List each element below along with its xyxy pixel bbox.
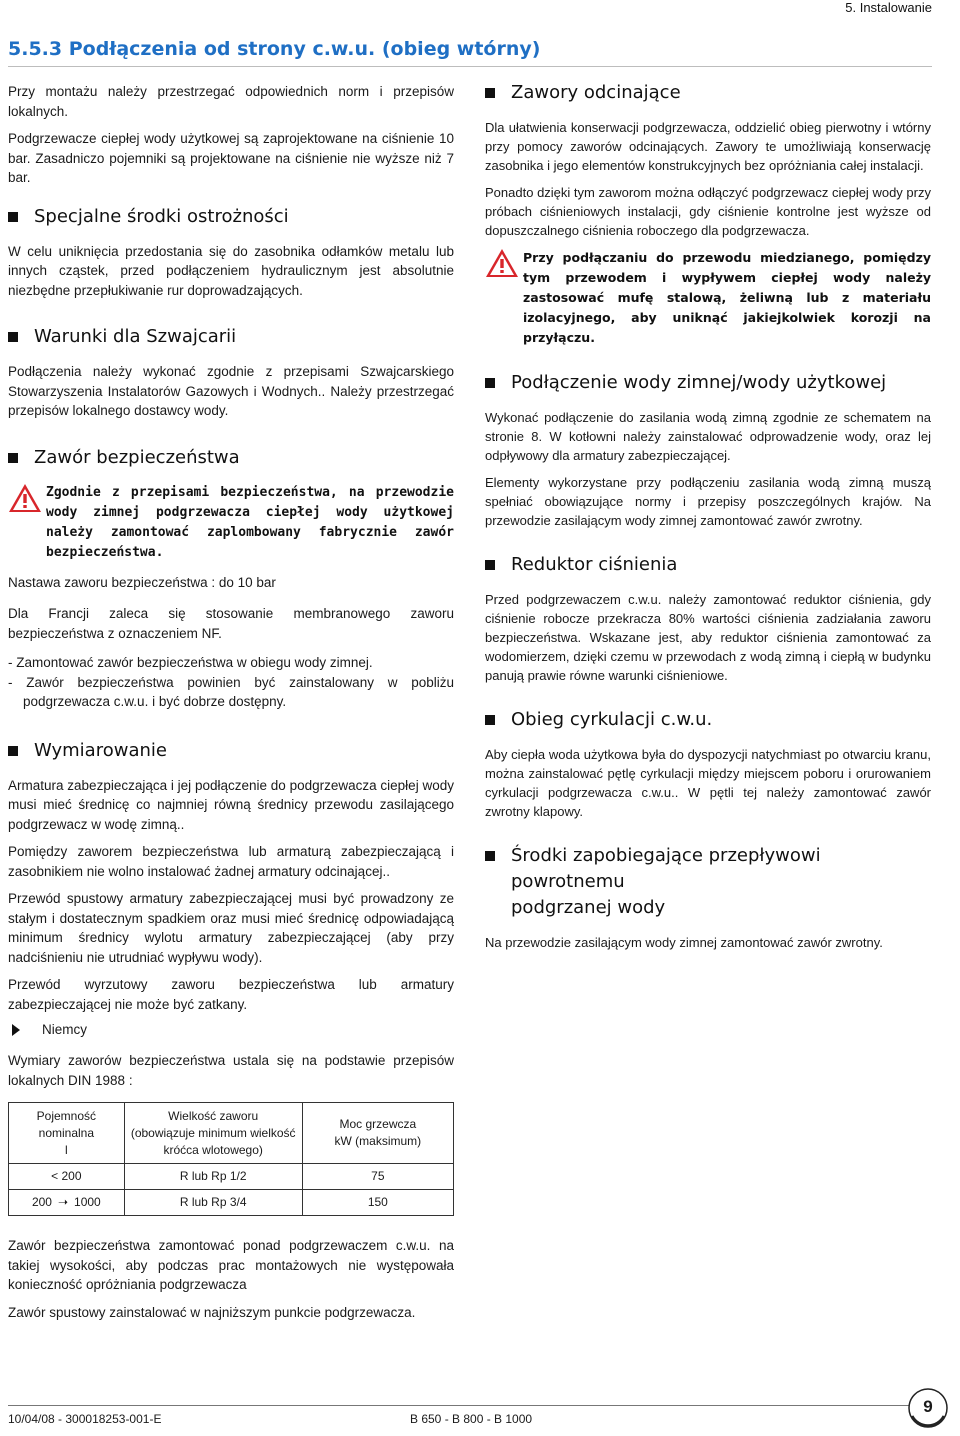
heading-special <box>8 204 454 230</box>
square-bullet-icon <box>485 378 495 388</box>
table-header-row <box>9 1103 454 1164</box>
header-line: nominalna <box>38 1125 95 1140</box>
table-header-power <box>302 1103 453 1164</box>
right-column <box>485 80 931 960</box>
table-row <box>9 1190 454 1216</box>
cell-valve: R lub Rp 3/4 <box>124 1190 302 1216</box>
square-bullet-icon <box>8 212 18 222</box>
square-bullet-icon <box>485 851 495 861</box>
header-line: Wielkość zaworu <box>168 1108 259 1123</box>
square-bullet-icon <box>8 453 18 463</box>
header-line: Pojemność <box>36 1108 97 1123</box>
header-line: Moc grzewcza <box>339 1117 417 1131</box>
triangle-bullet-icon <box>12 1024 20 1036</box>
square-bullet-icon <box>8 332 18 342</box>
cold-p1: Wykonać podłączenie do zasilania wodą zimną zgodnie ze schematem na stronie 8. W kotłowni należy zainstalować odprowadzenie wody, oraz lej odpływowy dla armatury zabezpieczającej. <box>485 410 931 463</box>
heading-reducer <box>485 552 931 578</box>
heading-backflow-line2: podgrzanej wody <box>511 897 666 918</box>
square-bullet-icon <box>8 746 18 756</box>
heading-sizing-text: Wymiarowanie <box>34 739 167 761</box>
copper-warning-text: Przy podłączaniu do przewodu miedzianego, pomiędzy tym przewodem i wypływem ciepłej wody należy zastosować mufę stalową, żeliwną lub z materiału izolacyjnego, aby uniknąć jakiejkolwiek korozji na przyłączu. <box>523 250 931 345</box>
heading-valve <box>8 445 454 471</box>
chapter-header: 5. Instalowanie <box>845 0 932 15</box>
cell-capacity <box>9 1190 125 1216</box>
heading-circulation-text: Obieg cyrkulacji c.w.u. <box>511 709 713 730</box>
heading-circulation <box>485 707 931 733</box>
table-row <box>9 1164 454 1190</box>
reducer-p1: Przed podgrzewaczem c.w.u. należy zamontować reduktor ciśnienia, gdy ciśnienie robocze przekracza 80% wartości ciśnienia zadziałania zaworu bezpieczeństwa. Wskazane jest, aby reduktor ciśnienia zamontować za wodomierzem, dzięki czemu w przewodach z wodą zimną i ciepłą w budynku panują prawie równe warunki ciśnieniowe. <box>485 592 931 683</box>
square-bullet-icon <box>485 715 495 725</box>
valve-dash-1: - Zamontować zawór bezpieczeństwa w obiegu wody zimnej. <box>8 655 373 670</box>
valve-france: Dla Francji zaleca się stosowanie membranowego zaworu bezpieczeństwa z oznaczeniem NF. <box>8 606 454 641</box>
intro-paragraph-2: Podgrzewacze ciepłej wody użytkowej są zaprojektowane na ciśnienie 10 bar. Zasadniczo pojemniki są projektowane na ciśnienie nie wyższe niż 7 bar. <box>8 131 454 185</box>
sizing-p3: Przewód spustowy armatury zabezpieczającej musi być prowadzony ze stałym i dostatecznym spadkiem oraz musi mieć średnicę odpowiadającą minimum średnicy wylotu armatury zabezpieczającej (aby przy nadciśnieniu nie utrudniać wypływu wody). <box>8 891 454 965</box>
special-text: W celu uniknięcia przedostania się do zasobnika odłamków metalu lub innych cząstek, przed podłączeniem hydraulicznym jest absolutnie niezbędne przepłukiwanie rur doprowadzających. <box>8 243 454 298</box>
heading-cold <box>485 370 931 396</box>
shutoff-p2: Ponadto dzięki tym zaworom można odłączyć podgrzewacz ciepłej wody przy próbach ciśnieniowych instalacji, gdy ciśnienie kontrolne jest wyższe od dopuszczalnego ciśnienia roboczego dla podgrzewacza. <box>485 185 931 238</box>
heading-backflow-line1: Środki zapobiegające przepływowi powrotnemu <box>511 845 821 892</box>
left-column <box>8 82 454 1330</box>
table-header-capacity <box>9 1103 125 1164</box>
warning-icon <box>8 483 42 513</box>
warning-icon <box>485 248 519 278</box>
heading-swiss <box>8 324 454 350</box>
cold-p2: Elementy wykorzystane przy podłączeniu zasilania wodą zimną muszą spełniać obowiązujące normy i przepisy poszczególnych krajów. Na przewodzie zasilającym wody zimnej zamontować zawór zwrotny. <box>485 475 931 528</box>
sizing-p5: Wymiary zaworów bezpieczeństwa ustala się na podstawie przepisów lokalnych DIN 1988 : <box>8 1053 454 1088</box>
heading-swiss-text: Warunki dla Szwajcarii <box>34 326 237 347</box>
heading-reducer-text: Reduktor ciśnienia <box>511 554 678 575</box>
heading-special-text: Specjalne środki ostrożności <box>34 205 289 227</box>
shutoff-p1: Dla ułatwienia konserwacji podgrzewacza, oddzielić obieg pierwotny i wtórny przy pomocy zaworów odcinających. Zawory te umożliwiają konserwację zasobnika i jego elementów konstrukcyjnych bez opróżniania całej instalacji. <box>485 120 931 173</box>
country-germany-text: Niemcy <box>42 1022 88 1037</box>
section-title: 5.5.3 Podłączenia od strony c.w.u. (obieg wtórny) <box>8 38 541 60</box>
page-number-badge <box>906 1386 950 1430</box>
sizing-p6: Zawór bezpieczeństwa zamontować ponad podgrzewaczem c.w.u. na takiej wysokości, aby podczas prac montażowych nie występowała konieczność opróżniania podgrzewacza <box>8 1238 454 1292</box>
square-bullet-icon <box>485 88 495 98</box>
sizing-p2: Pomiędzy zaworem bezpieczeństwa lub armaturą zabezpieczającą i zasobnikiem nie wolno instalować żadnej armatury odcinającej.. <box>8 844 454 879</box>
capacity-value: < 200 <box>51 1169 82 1183</box>
valve-warning-text: Zgodnie z przepisami bezpieczeństwa, na przewodzie wody zimnej podgrzewacza ciepłej wody użytkowej należy zamontować zaplombowany fabrycznie zawór bezpieczeństwa. <box>46 484 454 560</box>
valve-warning <box>8 483 454 563</box>
intro-paragraph-1: Przy montażu należy przestrzegać odpowiednich norm i przepisów lokalnych. <box>8 84 454 119</box>
heading-shutoff-text: Zawory odcinające <box>511 82 681 103</box>
cell-power: 150 <box>302 1190 453 1216</box>
footer-models: B 650 - B 800 - B 1000 <box>410 1412 533 1426</box>
sizing-p7: Zawór spustowy zainstalować w najniższym punkcie podgrzewacza. <box>8 1304 416 1320</box>
heading-cold-text: Podłączenie wody zimnej/wody użytkowej <box>511 372 887 393</box>
footer-rule <box>8 1405 912 1406</box>
cell-capacity <box>9 1164 125 1190</box>
capacity-to: 1000 <box>74 1195 101 1209</box>
heading-shutoff <box>485 80 931 106</box>
heading-backflow-text <box>511 843 931 921</box>
square-bullet-icon <box>485 560 495 570</box>
cell-power: 75 <box>302 1164 453 1190</box>
header-line: (obowiązuje minimum wielkość <box>130 1125 296 1140</box>
capacity-from: 200 <box>31 1195 52 1209</box>
valve-dimensions-table <box>8 1102 454 1216</box>
country-germany <box>8 1022 454 1037</box>
heading-backflow <box>485 843 931 921</box>
heading-valve-text: Zawór bezpieczeństwa <box>34 446 240 468</box>
valve-setting: Nastawa zaworu bezpieczeństwa : do 10 bar <box>8 574 276 590</box>
heading-sizing <box>8 738 454 764</box>
sizing-p1: Armatura zabezpieczająca i jej podłączenie do podgrzewacza ciepłej wody musi mieć średnicę co najmniej równą średnicy przewodu zasilającego podgrzewacz w wodę zimną.. <box>8 777 454 832</box>
header-rule <box>8 66 932 67</box>
cell-valve: R lub Rp 1/2 <box>124 1164 302 1190</box>
valve-dash-2: - Zawór bezpieczeństwa powinien być zainstalowany w pobliżu <box>8 674 454 690</box>
swiss-text: Podłączenia należy wykonać zgodnie z przepisami Szwajcarskiego Stowarzyszenia Instalatorów Gazowych i Wodnych.. Należy przestrzegać przepisów lokalnego dostawcy wody. <box>8 364 454 418</box>
footer-doc-id: 10/04/08 - 300018253-001-E <box>8 1412 162 1426</box>
backflow-p1: Na przewodzie zasilającym wody zimnej zamontować zawór zwrotny. <box>485 935 883 950</box>
copper-warning <box>485 248 931 348</box>
header-line: kW (maksimum) <box>334 1134 422 1148</box>
valve-dash-2b: podgrzewacza c.w.u. i być dobrze dostępny. <box>23 694 287 709</box>
header-line: l <box>65 1142 68 1157</box>
table-header-valve <box>124 1103 302 1164</box>
arrow-right-icon: ➝ <box>57 1195 69 1209</box>
header-line: króćca wlotowego) <box>163 1142 263 1157</box>
sizing-p4: Przewód wyrzutowy zaworu bezpieczeństwa lub armatury zabezpieczającej nie może być zatkany. <box>8 977 454 1012</box>
circulation-p1: Aby ciepła woda użytkowa była do dyspozycji natychmiast po otwarciu kranu, można zainstalować pętlę cyrkulacji między miejscem poboru i orurowaniem cyrkulacji podgrzewacza c.w.u.. W pętli tej należy zamontować zawór zwrotny klapowy. <box>485 747 931 819</box>
page-number: 9 <box>923 1397 933 1416</box>
